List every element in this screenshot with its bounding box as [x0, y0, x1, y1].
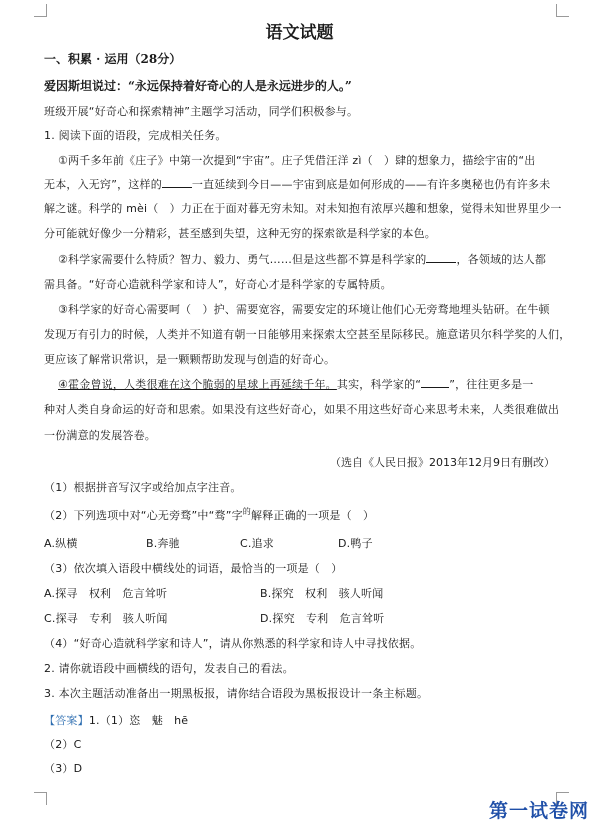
- crop-mark-bottom-left: [34, 792, 47, 805]
- p1-line-3: 解之谜。科学的 mèi（ ）力正在于面对暮无穷未知。对未知抱有浓厚兴趣和想象，觉得未知世界里少一: [44, 202, 562, 215]
- site-watermark: 第一试卷网: [488, 800, 589, 822]
- fill-blank-1: [162, 177, 192, 188]
- answer-tag: 【答案】: [44, 714, 89, 727]
- fill-blank-3: [421, 377, 449, 388]
- p3-line-2: 发现万有引力的时候，人类并不知道有朝一日能够用来探索太空甚至星际移民。施意诺贝尔科学奖的人们，: [44, 328, 571, 341]
- p2-line-1: [58, 252, 546, 268]
- task-2-prompt: 2. 请你就语段中画横线的语句，发表自己的看法。: [44, 662, 294, 675]
- source-citation: （选自《人民日报》2013年12月9日有删改）: [330, 456, 555, 469]
- p4-line-1: [58, 377, 534, 393]
- question-3: （3）依次填入语段中横线处的词语，最恰当的一项是（ ）: [44, 562, 343, 575]
- q3-option-d: D.探究 专利 危言耸听: [260, 612, 385, 625]
- section-heading: 一、积累 · 运用（28分）: [44, 52, 182, 66]
- fill-blank-2: [426, 252, 456, 263]
- intro-text: 班级开展“好奇心和探索精神”主题学习活动，同学们积极参与。: [44, 105, 359, 118]
- p2-line-1b: ，各领域的达人都: [456, 253, 547, 266]
- p3-line-3: 更应该了解常识常识，是一颗颗帮助发现与创造的好奇心。: [44, 353, 336, 366]
- task-3-prompt: 3. 本次主题活动准备出一期黑板报，请你结合语段为黑板报设计一条主标题。: [44, 687, 429, 700]
- p1-line-2a: 无本，入无窍”，这样的: [44, 178, 162, 191]
- answer-line-1: [44, 713, 188, 729]
- q2-option-b: B.奔驰: [146, 537, 180, 550]
- p1-line-2: [44, 177, 550, 193]
- p2-line-2: 需具备。“好奇心造就科学家和诗人”，好奇心才是科学家的专属特质。: [44, 278, 392, 291]
- question-2-pre: （2）下列选项中对“心无旁骛”中“骛”字: [44, 509, 243, 522]
- page-title: 语文试题: [265, 23, 334, 43]
- crop-mark-top-right: [556, 4, 569, 17]
- answer-line-3: （3）D: [44, 762, 83, 775]
- task-1-prompt: 1. 阅读下面的语段，完成相关任务。: [44, 129, 227, 142]
- answer-line-2: （2）C: [44, 738, 82, 751]
- question-2-sup: 的: [242, 507, 251, 516]
- q2-option-a: A.纵横: [44, 537, 78, 550]
- question-2: [44, 508, 374, 525]
- underlined-sentence: ④霍金曾说，人类很难在这个脆弱的星球上再延续千年。: [58, 378, 337, 391]
- p3-line-1: ③科学家的好奇心需要呵（ ）护、需要宽容，需要安定的环境让他们心无旁骛地埋头钻研。在牛顿: [58, 303, 550, 316]
- q3-option-a: A.探寻 权利 危言耸听: [44, 587, 168, 600]
- p4-line-1c: ”，往往更多是一: [449, 378, 534, 391]
- p1-line-1: ①两千多年前《庄子》中第一次提到“宇宙”。庄子凭借汪洋 zì（ ）肆的想象力，描绘宇宙的“出: [58, 154, 536, 167]
- q3-option-b: B.探究 权利 骇人听闻: [260, 587, 384, 600]
- q3-option-c: C.探寻 专利 骇人听闻: [44, 612, 168, 625]
- quote-line: 爱因斯坦说过：“永远保持着好奇心的人是永远进步的人。”: [44, 79, 352, 93]
- p4-line-3: 一份满意的发展答卷。: [44, 429, 156, 442]
- p1-line-2b: 一直延续到今日——宇宙到底是如何形成的——有许多奥秘也仍有许多未: [191, 178, 551, 191]
- q2-option-d: D.鸭子: [338, 537, 373, 550]
- question-4: （4）“好奇心造就科学家和诗人”，请从你熟悉的科学家和诗人中寻找依据。: [44, 637, 422, 650]
- p4-line-1b: 其实，科学家的“: [336, 378, 422, 391]
- question-2-post: 解释正确的一项是（ ）: [251, 509, 375, 522]
- crop-mark-top-left: [34, 4, 47, 17]
- answer-line-1-text: 1.（1）恣 魅 hē: [88, 714, 189, 727]
- p1-line-4: 分可能就好像少一分精彩，甚至感到失望，这种无穷的探索欲是科学家的本色。: [44, 227, 436, 240]
- question-1: （1）根据拼音写汉字或给加点字注音。: [44, 481, 242, 494]
- p4-line-2: 种对人类自身命运的好奇和思索。如果没有这些好奇心，如果不用这些好奇心来思考未来，人类很难做出: [44, 403, 560, 416]
- p2-line-1a: ②科学家需要什么特质？智力、毅力、勇气……但是这些都不算是科学家的: [58, 253, 427, 266]
- q2-option-c: C.追求: [240, 537, 274, 550]
